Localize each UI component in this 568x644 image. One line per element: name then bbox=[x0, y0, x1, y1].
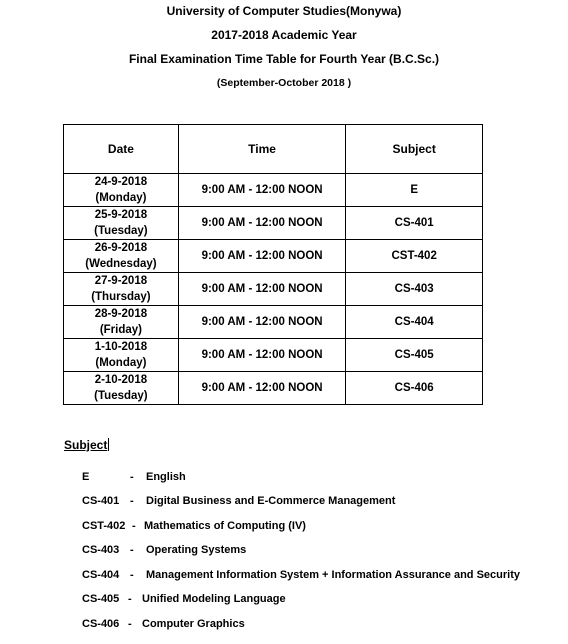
legend-item bbox=[82, 593, 286, 605]
legend-code: CS-401 bbox=[82, 495, 120, 507]
exam-date: 2-10-2018 bbox=[94, 374, 148, 386]
exam-day: (Friday) bbox=[99, 324, 142, 336]
legend-item bbox=[82, 520, 306, 532]
legend-name: Unified Modeling Language bbox=[142, 593, 286, 605]
exam-day: (Wednesday) bbox=[85, 258, 157, 270]
exam-day: (Tuesday) bbox=[94, 225, 148, 237]
legend-item bbox=[82, 471, 186, 483]
legend-code: CS-405 bbox=[82, 593, 120, 605]
exam-date: 24-9-2018 bbox=[94, 176, 148, 188]
text-cursor bbox=[108, 438, 109, 451]
legend-separator: - bbox=[130, 569, 134, 581]
table-row bbox=[64, 174, 483, 207]
legend-separator: - bbox=[128, 593, 132, 605]
time-cell: 9:00 AM - 12:00 NOON bbox=[178, 174, 346, 207]
time-cell: 9:00 AM - 12:00 NOON bbox=[178, 273, 346, 306]
legend-item bbox=[82, 618, 245, 630]
legend-name: Digital Business and E-Commerce Management bbox=[146, 495, 396, 507]
exam-day: (Monday) bbox=[95, 357, 147, 369]
header-subject: Subject bbox=[346, 125, 483, 174]
legend-item bbox=[82, 569, 520, 581]
time-cell: 9:00 AM - 12:00 NOON bbox=[178, 207, 346, 240]
date-cell bbox=[64, 372, 179, 405]
legend-separator: - bbox=[132, 520, 136, 532]
exam-date: 27-9-2018 bbox=[94, 275, 148, 287]
legend-item bbox=[82, 495, 395, 507]
time-cell: 9:00 AM - 12:00 NOON bbox=[178, 339, 346, 372]
table-row bbox=[64, 207, 483, 240]
date-cell bbox=[64, 207, 179, 240]
subject-cell: CS-405 bbox=[346, 339, 483, 372]
exam-date: 26-9-2018 bbox=[94, 242, 148, 254]
subject-cell: CS-404 bbox=[346, 306, 483, 339]
time-cell: 9:00 AM - 12:00 NOON bbox=[178, 372, 346, 405]
university-title: University of Computer Studies(Monywa) bbox=[166, 4, 402, 18]
table-row bbox=[64, 273, 483, 306]
subject-cell: CS-401 bbox=[346, 207, 483, 240]
legend-name: English bbox=[146, 471, 186, 483]
subject-cell: CS-406 bbox=[346, 372, 483, 405]
legend-code: CS-406 bbox=[82, 618, 120, 630]
date-cell bbox=[64, 174, 179, 207]
legend-name: Operating Systems bbox=[146, 544, 247, 556]
table-row bbox=[64, 306, 483, 339]
table-row bbox=[64, 240, 483, 273]
subject-cell: CST-402 bbox=[346, 240, 483, 273]
table-row bbox=[64, 372, 483, 405]
legend-separator: - bbox=[130, 495, 134, 507]
date-cell bbox=[64, 273, 179, 306]
exam-period: (September-October 2018 ) bbox=[216, 77, 352, 89]
date-cell bbox=[64, 306, 179, 339]
legend-code: E bbox=[82, 471, 90, 483]
legend-name: Mathematics of Computing (IV) bbox=[144, 520, 306, 532]
subject-cell: CS-403 bbox=[346, 273, 483, 306]
legend-code: CST-402 bbox=[82, 520, 126, 532]
legend-code: CS-404 bbox=[82, 569, 120, 581]
legend-separator: - bbox=[130, 544, 134, 556]
table-header-row bbox=[64, 125, 483, 174]
legend-name: Computer Graphics bbox=[142, 618, 245, 630]
legend-item bbox=[82, 544, 246, 556]
date-cell bbox=[64, 240, 179, 273]
time-cell: 9:00 AM - 12:00 NOON bbox=[178, 306, 346, 339]
date-cell bbox=[64, 339, 179, 372]
timetable bbox=[63, 124, 483, 405]
exam-day: (Thursday) bbox=[91, 291, 151, 303]
legend-title: Subject bbox=[64, 438, 108, 452]
legend-name: Management Information System + Information Assurance and Security bbox=[146, 569, 520, 581]
header-date: Date bbox=[64, 125, 179, 174]
exam-date: 28-9-2018 bbox=[94, 308, 148, 320]
header-time: Time bbox=[178, 125, 346, 174]
legend-separator: - bbox=[130, 471, 134, 483]
subject-cell: E bbox=[346, 174, 483, 207]
table-row bbox=[64, 339, 483, 372]
academic-year: 2017-2018 Academic Year bbox=[211, 28, 357, 42]
exam-date: 1-10-2018 bbox=[94, 341, 148, 353]
timetable-title: Final Examination Time Table for Fourth Year (B.C.Sc.) bbox=[128, 52, 440, 66]
exam-day: (Tuesday) bbox=[94, 390, 148, 402]
exam-date: 25-9-2018 bbox=[94, 209, 148, 221]
exam-day: (Monday) bbox=[95, 192, 147, 204]
legend-code: CS-403 bbox=[82, 544, 120, 556]
time-cell: 9:00 AM - 12:00 NOON bbox=[178, 240, 346, 273]
legend-separator: - bbox=[128, 618, 132, 630]
